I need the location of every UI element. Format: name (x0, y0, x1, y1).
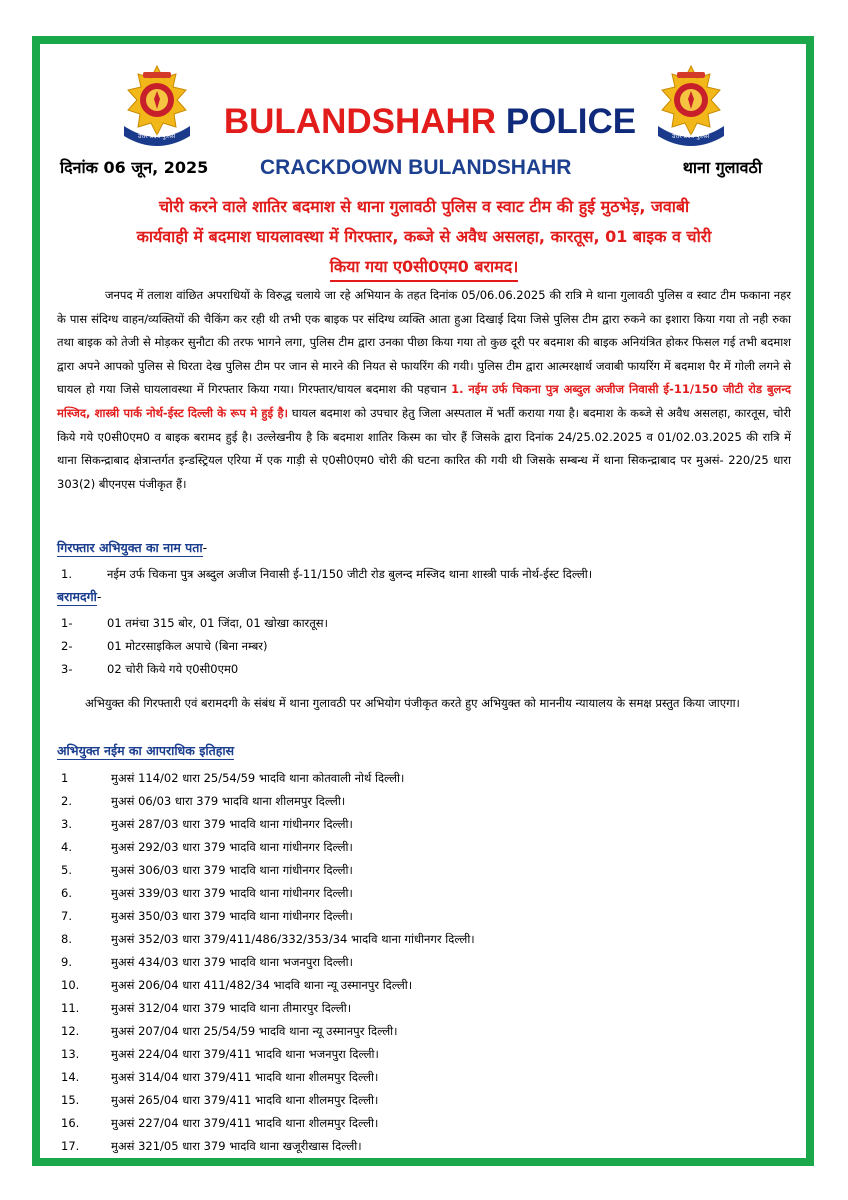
campaign-text: CRACKDOWN BULANDSHAHR (260, 156, 572, 179)
table-row: 3. मुअसं 287/03 धारा 379 भादवि थाना गांधीनगर दिल्ली। (61, 817, 353, 831)
table-row: 15. मुअसं 265/04 धारा 379/411 भादवि थाना शीलमपुर दिल्ली। (61, 1093, 379, 1107)
accused-identity-highlight: 1. नईम उर्फ चिकना पुत्र अब्दुल अजीज निवासी ई-11/150 जीटी रोड बुलन्द मस्जिद, शास्त्री पार्क नोर्थ-ईस्ट दिल्ली के रूप मे हुई है। (57, 382, 791, 420)
svg-text:उत्तर प्रदेश: उत्तर प्रदेश (672, 133, 695, 140)
date-line (60, 156, 790, 184)
table-row: 9. मुअसं 434/03 धारा 379 भादवि थाना भजनपुरा दिल्ली। (61, 955, 354, 969)
headline-line-3: किया गया ए0सी0एम0 बरामद। (330, 254, 519, 282)
table-row: 5. मुअसं 306/03 धारा 379 भादवि थाना गांधीनगर दिल्ली। (61, 863, 353, 877)
table-row: 11. मुअसं 312/04 धारा 379 भादवि थाना तीमारपुर दिल्ली। (61, 1001, 352, 1015)
headline (56, 192, 792, 282)
up-police-emblem-right (652, 64, 730, 148)
table-row: 14. मुअसं 314/04 धारा 379/411 भादवि थाना शीलमपुर दिल्ली। (61, 1070, 379, 1084)
table-row: 13. मुअसं 224/04 धारा 379/411 भादवि थाना भजनपुरा दिल्ली। (61, 1047, 379, 1061)
closing-paragraph: अभियुक्त की गिरफ्तारी एवं बरामदगी के संबंध में थाना गुलावठी पर अभियोग पंजीकृत करते हुए अभियुक्त को माननीय न्यायालय के समक्ष प्रस्तुत किया जाएगा। (85, 696, 740, 710)
up-police-emblem-left (118, 64, 196, 148)
table-row: 17. मुअसं 321/05 धारा 379 भादवि थाना खजूरीखास दिल्ली। (61, 1139, 362, 1153)
body-paragraph (57, 284, 791, 496)
table-row: 8. मुअसं 352/03 धारा 379/411/486/332/353/34 भादवि थाना गांधीनगर दिल्ली। (61, 932, 475, 946)
table-row: 4. मुअसं 292/03 धारा 379 भादवि थाना गांधीनगर दिल्ली। (61, 840, 353, 854)
title-bulandshahr: BULANDSHAHR (223, 102, 497, 141)
page-title (200, 100, 660, 144)
list-item: 1- 01 तमंचा 315 बोर, 01 जिंदा, 01 खोखा कारतूस। (61, 616, 328, 630)
headline-line-2: कार्यवाही में बदमाश घायलावस्था में गिरफ्तार, कब्जे से अवैध असलहा, कारतूस, 01 बाइक व चोरी (136, 227, 712, 246)
arrested-heading: गिरफ्तार अभियुक्त का नाम पता- (57, 540, 208, 555)
station-text: थाना गुलावठी (682, 158, 762, 177)
table-row: 16. मुअसं 227/04 धारा 379/411 भादवि थाना शीलमपुर दिल्ली। (61, 1116, 379, 1130)
recovery-heading: बरामदगी- (57, 589, 102, 604)
date-text: दिनांक 06 जून, 2025 (60, 158, 209, 177)
table-row: 12. मुअसं 207/04 धारा 25/54/59 भादवि थाना न्यू उस्मानपुर दिल्ली। (61, 1024, 398, 1038)
table-row: 6. मुअसं 339/03 धारा 379 भादवि थाना गांधीनगर दिल्ली। (61, 886, 353, 900)
table-row: 1 मुअसं 114/02 धारा 25/54/59 भादवि थाना कोतवाली नोर्थ दिल्ली। (61, 771, 405, 785)
table-row: 2. मुअसं 06/03 धारा 379 भादवि थाना शीलमपुर दिल्ली। (61, 794, 346, 808)
title-police: POLICE (505, 102, 637, 141)
criminal-history-heading: अभियुक्त नईम का आपराधिक इतिहास (57, 743, 235, 758)
headline-line-1: चोरी करने वाले शातिर बदमाश से थाना गुलावठी पुलिस व स्वाट टीम की हुई मुठभेड़, जवाबी (158, 197, 690, 216)
list-item: 3- 02 चोरी किये गये ए0सी0एम0 (61, 662, 239, 676)
svg-text:पुलिस: पुलिस (162, 133, 176, 140)
list-item: 1. नईम उर्फ चिकना पुत्र अब्दुल अजीज निवासी ई-11/150 जीटी रोड बुलन्द मस्जिद थाना शास्त्री पार्क नोर्थ-ईस्ट दिल्ली। (61, 567, 593, 581)
svg-text:पुलिस: पुलिस (696, 133, 710, 140)
table-row: 7. मुअसं 350/03 धारा 379 भादवि थाना गांधीनगर दिल्ली। (61, 909, 353, 923)
svg-text:उत्तर प्रदेश: उत्तर प्रदेश (138, 133, 161, 140)
list-item: 2- 01 मोटरसाइकिल अपाचे (बिना नम्बर) (61, 639, 268, 653)
body-text-a: जनपद में तलाश वांछित अपराधियों के विरुद्ध चलाये जा रहे अभियान के तहत दिनांक 05/06.06.2025 की रात्रि मे थाना गुलावठी पुलिस व स्वाट टीम फकाना नहर के पास संदिग्ध वाहन/व्यक्तियों की चैकिंग कर रही थी तभी एक बाइक पर संदिग्ध व्यक्ति आता हुआ दिखाई दिया जिसे पुलिस टीम द्वारा रुकने का इशारा किया गया तो नही रुका तथा बाइक को तेजी से मोड़कर सुनौटा की तरफ भागने लगा, पुलिस टीम द्वारा उनका पीछा किया गया तो कुछ दूरी पर बदमाश की बाइक अनियंत्रित होकर फिसल गई तभी बदमाश द्वारा अपने आपको पुलिस से घिरता देख पुलिस टीम पर जान से मारने की नियत से फायरिंग की गयी। पुलिस टीम द्वारा आत्मरक्षार्थ जवाबी फायरिंग में बदमाश पैर में गोली लगने से घायल हो गया जिसे घायलावस्था में गिरफ्तार किया गया। गिरफ्तार/घायल बदमाश की पहचान (57, 288, 791, 397)
table-row: 10. मुअसं 206/04 धारा 411/482/34 भादवि थाना न्यू उस्मानपुर दिल्ली। (61, 978, 413, 992)
body-text-b: घायल बदमाश को उपचार हेतु जिला अस्पताल में भर्ती कराया गया है। बदमाश के कब्जे से अवैध असलहा, कारतूस, चोरी किये गये ए0सी0एम0 व बाइक बरामद हुई है। उल्लेखनीय है कि बदमाश शातिर किस्म का चोर हैं जिसके द्वारा दिनांक 24/25.02.2025 व 01/02.03.2025 की रात्रि में थाना सिकन्द्राबाद क्षेत्रान्तर्गत इन्डस्ट्रियल एरिया में एक गाड़ी से ए0सी0एम0 चोरी की घटना कारित की गयी थी जिसके सम्बन्ध में थाना सिकन्द्राबाद पर मुअसं- 220/25 धारा 303(2) बीएनएस पंजीकृत हैं। (57, 405, 792, 491)
